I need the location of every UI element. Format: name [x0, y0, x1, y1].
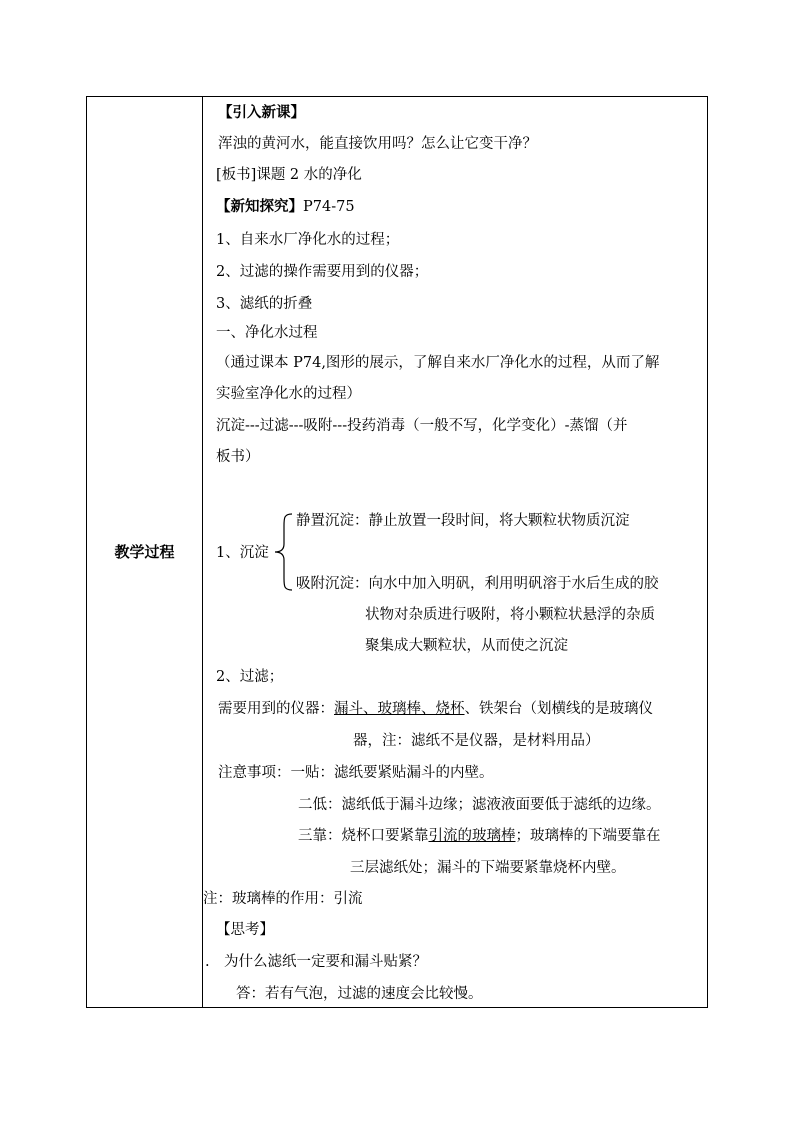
adsorption-sedimentation: 吸附沉淀：向水中加入明矾，利用明矾溶于水后生成的胶: [296, 576, 659, 592]
think-answer: 答：若有气泡，过滤的速度会比较慢。: [236, 986, 483, 1002]
instruments-line: [218, 699, 653, 719]
explore-pages: P74-75: [303, 199, 355, 215]
board-title: [板书]课题 2 水的净化: [216, 167, 362, 183]
note-three-underlined: 引流的玻璃棒: [428, 828, 516, 844]
section1-note: （通过课本 P74,图形的展示，了解自来水厂净化水的过程，从而了解: [216, 355, 660, 371]
explore-item: 2、过滤的操作需要用到的仪器；: [216, 264, 429, 280]
note-three-lean: [298, 826, 661, 846]
note-one-stick: 一贴：滤纸要紧贴漏斗的内壁。: [290, 765, 494, 781]
note-two-low: 二低：滤纸低于漏斗边缘；滤液液面要低于滤纸的边缘。: [298, 797, 661, 813]
intro-question: 浑浊的黄河水，能直接饮用吗？怎么让它变干净？: [218, 136, 537, 152]
rod-note: 注：玻璃棒的作用：引流: [203, 891, 363, 907]
think-question: 为什么滤纸一定要和漏斗贴紧？: [224, 954, 427, 970]
curly-brace-icon: [272, 512, 294, 592]
explore-item: 1、自来水厂净化水的过程；: [216, 232, 400, 248]
adsorption-sedimentation: 状物对杂质进行吸附，将小颗粒状悬浮的杂质: [365, 607, 655, 623]
explore-line: [216, 197, 355, 217]
intro-heading: 【引入新课】: [218, 105, 305, 121]
think-heading: 【思考】: [216, 922, 274, 938]
note-three-a: 三靠：烧杯口要紧靠: [298, 828, 429, 844]
note-three-b: ；玻璃棒的下端要靠在: [515, 828, 661, 844]
note-three-lean: 三层滤纸处；漏斗的下端要紧靠烧杯内壁。: [350, 860, 626, 876]
steps-line: 沉淀---过滤---吸附---投药消毒（一般不写，化学变化）-蒸馏（并: [216, 418, 628, 434]
adsorption-sedimentation: 聚集成大颗粒状，从而使之沉淀: [365, 638, 568, 654]
separator: 、: [363, 701, 378, 717]
left-column-label: 教学过程: [114, 543, 175, 561]
steps-line: 板书）: [216, 449, 260, 465]
separator: 、: [421, 701, 436, 717]
instrument-rod: 玻璃棒: [377, 701, 421, 717]
instruments-rest: 、铁架台（划横线的是玻璃仪: [464, 701, 653, 717]
sedimentation-label: 1、沉淀: [216, 545, 269, 561]
notes-line: [218, 763, 494, 783]
notes-prefix: 注意事项：: [218, 765, 291, 781]
static-sedimentation: 静置沉淀：静止放置一段时间，将大颗粒状物质沉淀: [296, 513, 630, 529]
section1-note: 实验室净化水的过程）: [216, 386, 361, 402]
section1-title: 一、净化水过程: [216, 325, 318, 341]
instruments-line: 器，注：滤纸不是仪器，是材料用品）: [353, 733, 600, 749]
think-question-mark: .: [205, 954, 210, 970]
instruments-prefix: 需要用到的仪器：: [218, 701, 334, 717]
instrument-beaker: 烧杯: [435, 701, 465, 717]
explore-heading: 【新知探究】: [216, 199, 303, 215]
filtration-label: 2、过滤；: [216, 669, 284, 685]
instrument-funnel: 漏斗: [334, 701, 363, 717]
explore-item: 3、滤纸的折叠: [216, 296, 313, 312]
